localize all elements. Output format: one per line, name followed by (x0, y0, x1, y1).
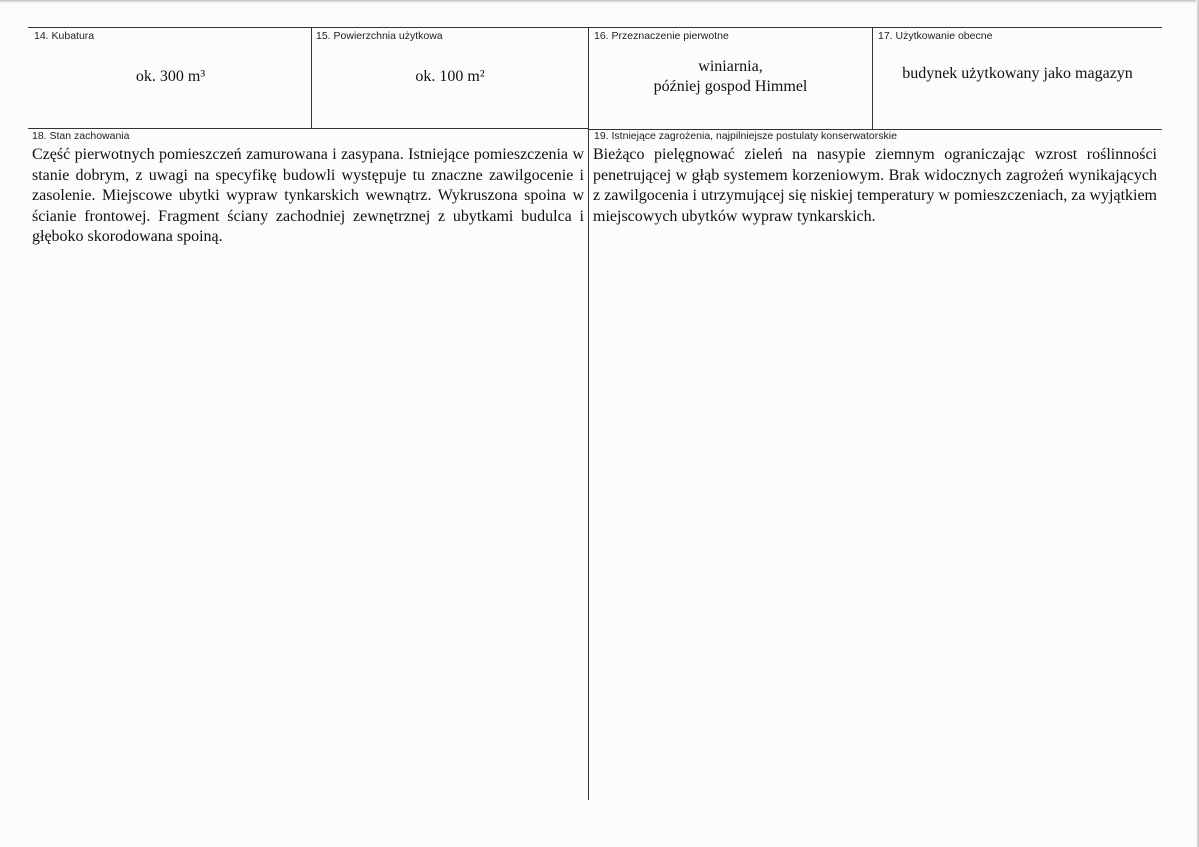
top-row-top-border (28, 27, 1162, 28)
field-15-label: 15. Powierzchnia użytkowa (316, 30, 443, 42)
field-16-value-line1: winiarnia, (698, 58, 763, 75)
top-row-bottom-border (28, 128, 589, 129)
field-15-value: ok. 100 m² (415, 68, 485, 85)
field-18-text: Część pierwotnych pomieszczeń zamurowana i zasypana. Istniejące pomieszczenia w stanie dobrym, z uwagi na specyfikę budowli występuje tu znaczne zawilgocenie i zasolenie. Miejscowe ubytki wypraw tynkarskich wewnątrz. Wykruszona spoina w ścianie frontowej. Fragment ściany zachodniej zewnętrznej z ubytkami budulca i głęboko skorodowana spoiną. (32, 146, 584, 245)
column-divider (588, 27, 589, 800)
field-17-label: 17. Użytkowanie obecne (878, 30, 993, 42)
field-19-label: 19. Istniejące zagrożenia, najpilniejsze postulaty konserwatorskie (594, 130, 897, 142)
field-16-value-line2: później gospod Himmel (653, 78, 808, 95)
field-17-value: budynek użytkowany jako magazyn (902, 65, 1133, 82)
field-19-text: Bieżąco pielęgnować zieleń na nasypie ziemnym ograniczając wzrost roślinności penetrującej w głąb systemem korzeniowym. Brak widocznych zagrożeń wynikających z zawilgocenia i utrzymującej się niskiej temperatury w pomieszczeniach, za wyjątkiem miejscowych ubytków wypraw tynkarskich. (593, 146, 1157, 225)
field-14-value: ok. 300 m³ (135, 68, 206, 85)
scan-edge (0, 0, 1199, 3)
field-18-label: 18. Stan zachowania (32, 130, 130, 142)
field-14-label: 14. Kubatura (34, 30, 95, 42)
field-16-label: 16. Przeznaczenie pierwotne (594, 30, 729, 42)
